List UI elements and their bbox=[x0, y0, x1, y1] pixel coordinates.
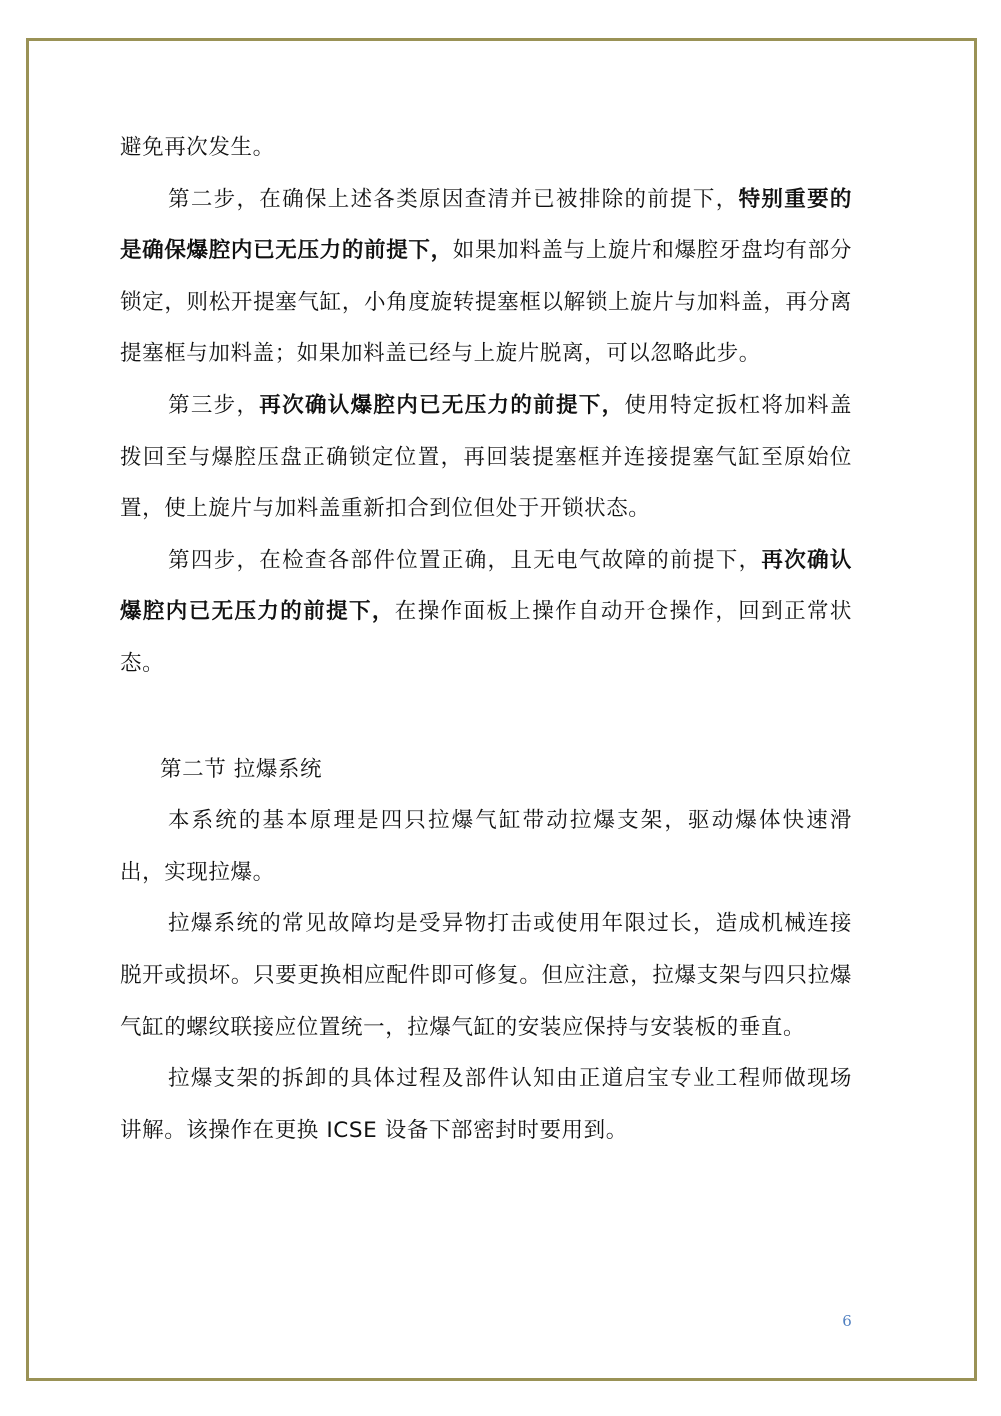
paragraph-principle: 本系统的基本原理是四只拉爆气缸带动拉爆支架，驱动爆体快速滑出，实现拉爆。 bbox=[120, 808, 852, 885]
paragraph-emphasis: 特别重要的是确保爆腔内已无压力的前提下， bbox=[120, 186, 852, 264]
paragraph-emphasis: 再次确认爆腔内已无压力的前提下， bbox=[120, 547, 852, 625]
paragraph-text: 在操作面板上操作自动开仓操作，回到正常状态。 bbox=[120, 599, 852, 676]
paragraph-continuation bbox=[120, 122, 852, 174]
paragraph-text: 避免再次发生。 bbox=[120, 135, 275, 160]
paragraph-text: 第二步，在确保上述各类原因查清并已被排除的前提下， bbox=[168, 186, 739, 212]
page-number: 6 bbox=[842, 1312, 852, 1330]
document-body bbox=[120, 122, 852, 1156]
paragraph-text: 如果加料盖与上旋片和爆腔牙盘均有部分锁定，则松开提塞气缸，小角度旋转提塞框以解锁上旋片与加料盖，再分离提塞框与加料盖；如果加料盖已经与上旋片脱离，可以忽略此步。 bbox=[120, 238, 852, 367]
paragraph-text: 第三步， bbox=[168, 392, 260, 418]
paragraph-step-three bbox=[120, 380, 852, 535]
paragraph-emphasis: 再次确认爆腔内已无压力的前提下， bbox=[259, 392, 625, 418]
paragraph-step-two bbox=[120, 174, 852, 380]
section-heading: 第二节 拉爆系统 bbox=[160, 756, 323, 782]
paragraph-text: 使用特定扳杠将加料盖拨回至与爆腔压盘正确锁定位置，再回装提塞框并连接提塞气缸至原始位置，使上旋片与加料盖重新扣合到位但处于开锁状态。 bbox=[120, 392, 852, 522]
paragraph-faults: 拉爆系统的常见故障均是受异物打击或使用年限过长，造成机械连接脱开或损坏。只要更换相应配件即可修复。但应注意，拉爆支架与四只拉爆气缸的螺纹联接应位置统一，拉爆气缸的安装应保持与安装板的垂直。 bbox=[120, 911, 852, 1040]
paragraph-text: 第四步，在检查各部件位置正确，且无电气故障的前提下， bbox=[168, 547, 762, 573]
paragraph-disassembly: 拉爆支架的拆卸的具体过程及部件认知由正道启宝专业工程师做现场讲解。该操作在更换 ICSE 设备下部密封时要用到。 bbox=[120, 1066, 852, 1143]
paragraph-step-four bbox=[120, 535, 852, 690]
